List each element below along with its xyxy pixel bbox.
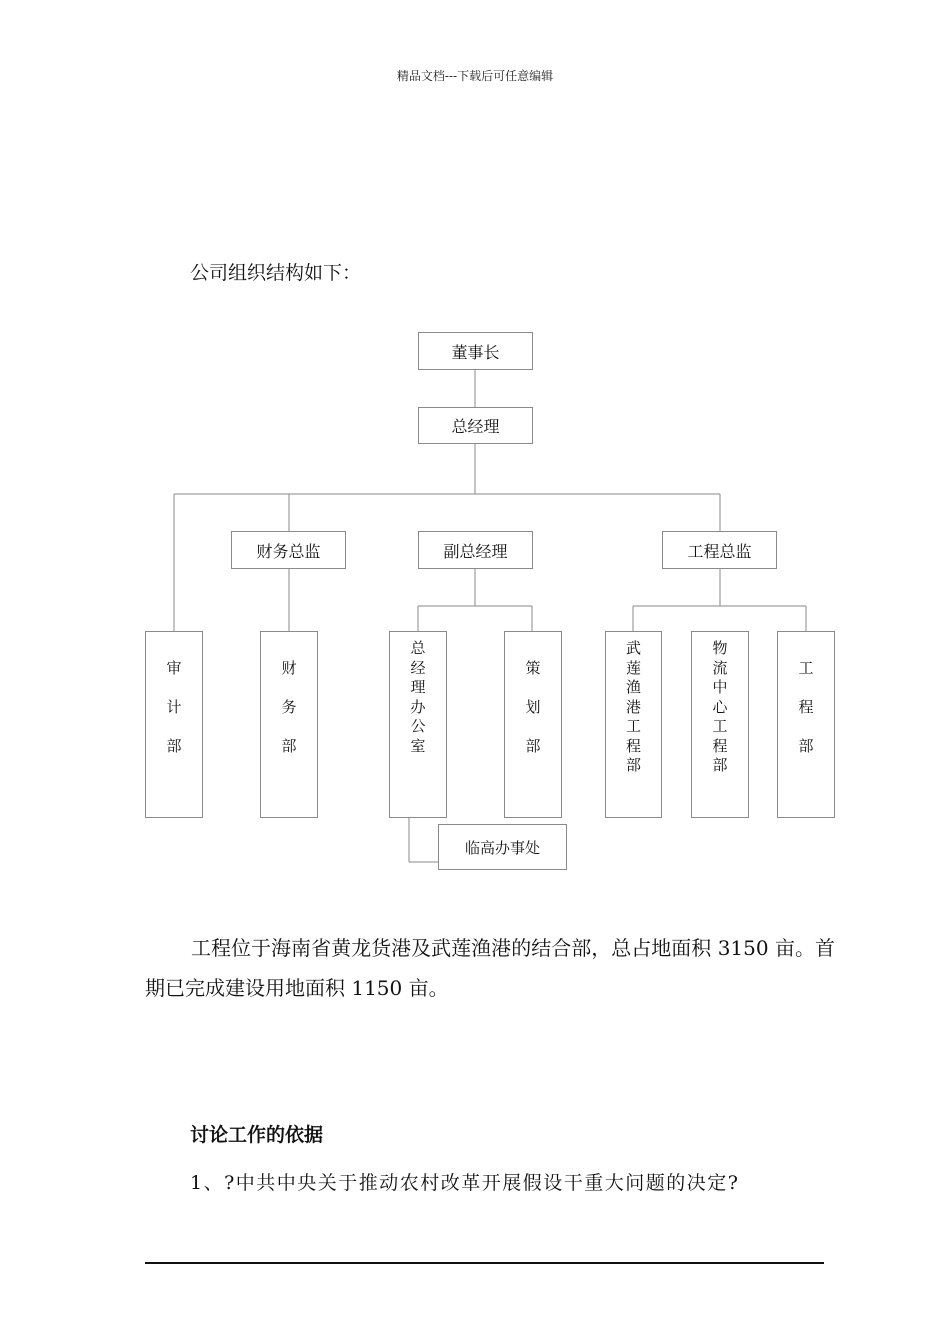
body-paragraph: 工程位于海南省黄龙货港及武莲渔港的结合部，总占地面积 3150 亩。首期已完成建设用地面积 1150 亩。	[145, 936, 835, 1000]
node-engineering	[777, 631, 835, 818]
node-wulian-port-label: 武 莲 渔 港 工 程 部	[625, 639, 641, 774]
intro-text: 公司组织结构如下：	[190, 262, 362, 284]
node-audit	[145, 631, 203, 818]
node-finance	[260, 631, 318, 818]
node-chief-engineer: 工程总监	[662, 531, 777, 569]
node-finance-label: 财 务 部	[281, 659, 297, 755]
list-item: 1、?中共中央关于推动农村改革开展假设干重大问题的决定?	[190, 1172, 740, 1194]
node-deputy-gm: 副总经理	[418, 531, 533, 569]
node-general-manager: 总经理	[418, 407, 533, 444]
node-logistics	[691, 631, 749, 818]
node-planning	[504, 631, 562, 818]
node-gm-office-label: 总 经 理 办 公 室	[410, 639, 426, 755]
footer-divider	[145, 1262, 824, 1264]
node-engineering-label: 工 程 部	[798, 659, 814, 755]
node-audit-label: 审 计 部	[166, 659, 182, 755]
node-gm-office	[389, 631, 447, 818]
section-heading: 讨论工作的依据	[190, 1124, 324, 1146]
node-planning-label: 策 划 部	[525, 659, 541, 755]
page-header: 精品文档---下载后可任意编辑	[396, 69, 554, 83]
node-chairman: 董事长	[418, 332, 533, 370]
node-wulian-port	[605, 631, 662, 818]
node-logistics-label: 物 流 中 心 工 程 部	[712, 639, 728, 774]
node-cfo: 财务总监	[231, 531, 346, 569]
node-lingao-office: 临高办事处	[438, 824, 567, 870]
